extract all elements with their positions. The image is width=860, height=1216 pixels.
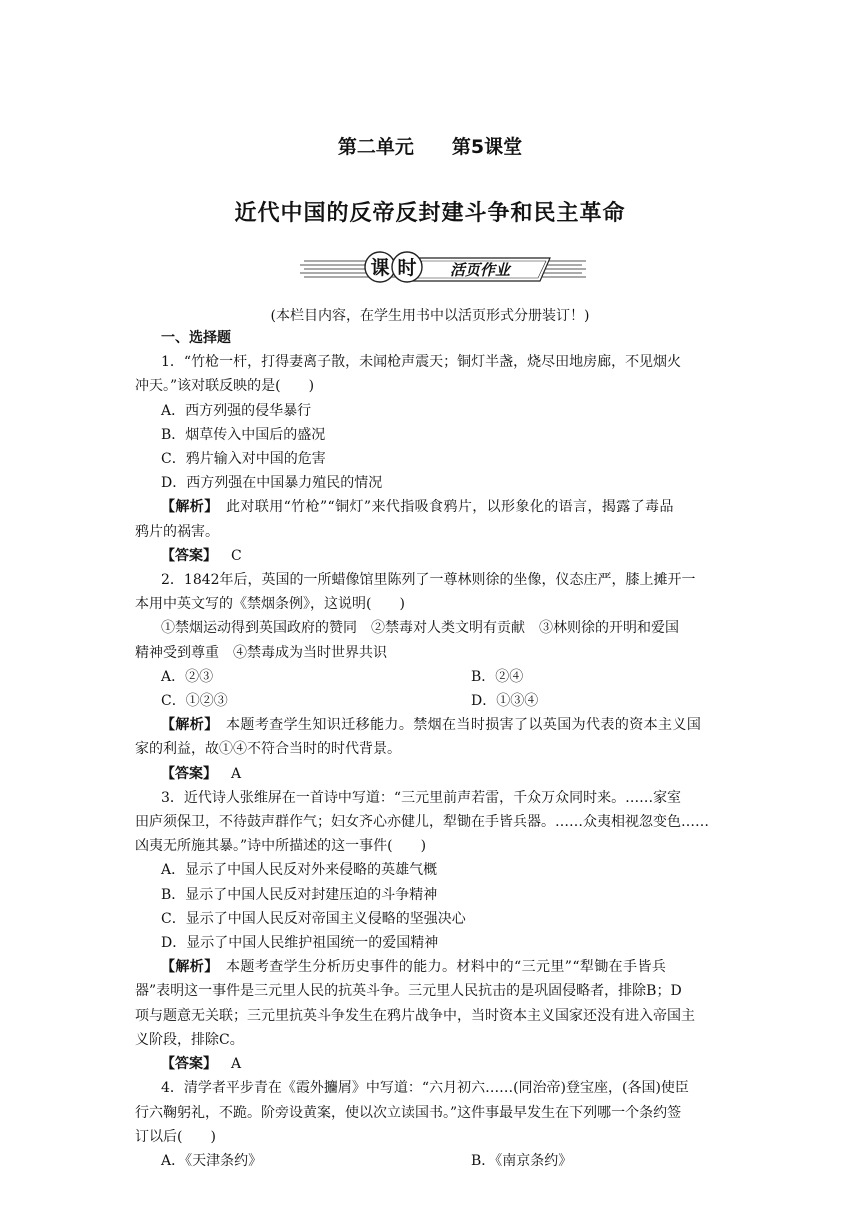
q2-analysis-line2: 家的利益，故①④不符合当时的时代背景。 <box>135 741 401 758</box>
binding-note: (本栏目内容，在学生用书中以活页形式分册装订！) <box>270 308 590 324</box>
q1-option-d: D．西方列强在中国暴力殖民的情况 <box>161 475 383 492</box>
q3-option-d: D．显示了中国人民维护祖国统一的爱国精神 <box>161 935 439 952</box>
q3-analysis-line3: 项与题意无关联；三元里抗英斗争发生在鸦片战争中，当时资本主义国家还没有进入帝国主 <box>135 1007 695 1024</box>
q1-answer-value: C <box>231 547 242 564</box>
q3-option-c: C．显示了中国人民反对帝国主义侵略的坚强决心 <box>161 910 466 927</box>
q2-options-row2 <box>135 689 735 713</box>
q3-answer-value: A <box>231 1056 242 1073</box>
q2-analysis-tag: 【解析】 <box>161 717 212 734</box>
q2-option-d: D．①③④ <box>471 693 539 710</box>
q1-option-b: B．烟草传入中国后的盛况 <box>161 426 326 443</box>
q2-stem-line2: 本用中英文写的《禁烟条例》，这说明( ) <box>135 596 405 613</box>
q1-option-c: C．鸦片输入对中国的危害 <box>161 451 326 468</box>
q1-stem-line1: 1．“竹枪一杆，打得妻离子散，未闻枪声震天；铜灯半盏，烧尽田地房廊，不见烟火 <box>161 354 682 371</box>
q2-option-a: A．②③ <box>161 668 214 685</box>
q4-option-b: B．《南京条约》 <box>471 1152 573 1169</box>
q2-options-row1 <box>135 665 735 689</box>
q2-answer-value: A <box>231 765 242 782</box>
q1-option-a: A．西方列强的侵华暴行 <box>161 402 312 419</box>
banner-char-2: 时 <box>397 257 417 279</box>
q1-analysis-line2: 鸦片的祸害。 <box>135 523 219 540</box>
lesson-label: 第5课堂 <box>451 136 523 158</box>
q3-answer-tag: 【答案】 <box>161 1056 217 1073</box>
q3-stem-line2: 田庐须保卫，不待鼓声群作气；妇女齐心亦健儿，犁锄在手皆兵器。……众夷相视忽变色…… <box>135 814 709 831</box>
section-heading: 一、选择题 <box>161 330 231 346</box>
q3-stem-line3: 凶夷无所施其暴。”诗中所描述的这一事件( ) <box>135 838 427 855</box>
q2-answer <box>135 762 735 786</box>
q4-stem-line2: 行六鞠躬礼，不跪。阶旁设黄案，使以次立读国书。”这件事最早发生在下列哪一个条约签 <box>135 1104 682 1121</box>
q3-analysis-line2: 器”表明这一事件是三元里人民的抗英斗争。三元里人民抗击的是巩固侵略者，排除B；D <box>135 983 682 1000</box>
unit-label: 第二单元 <box>337 136 414 158</box>
q2-items-line2: 精神受到尊重 ④禁毒成为当时世界共识 <box>135 644 387 661</box>
lesson-title: 近代中国的反帝反封建斗争和民主革命 <box>234 201 626 226</box>
q3-analysis-line4: 义阶段，排除C。 <box>135 1031 244 1048</box>
q3-answer <box>135 1052 735 1076</box>
q3-analysis-line1 <box>135 955 735 979</box>
q3-option-a: A．显示了中国人民反对外来侵略的英雄气概 <box>161 862 438 879</box>
q2-answer-tag: 【答案】 <box>161 765 217 782</box>
q4-option-a: A．《天津条约》 <box>161 1152 263 1169</box>
q1-analysis-line1 <box>135 495 735 519</box>
q1-answer <box>135 544 735 568</box>
banner-text: 活页作业 <box>449 261 511 279</box>
q1-answer-tag: 【答案】 <box>161 547 217 564</box>
q4-stem-line3: 订以后( ) <box>135 1128 216 1145</box>
unit-lesson-heading <box>0 132 860 159</box>
q3-analysis-text: 本题考查学生分析历史事件的能力。材料中的“三元里”“犁锄在手皆兵 <box>226 959 667 976</box>
q4-stem-line1: 4．清学者平步青在《霞外攟屑》中写道：“六月初六……(同治帝)登宝座，(各国)使臣 <box>161 1080 689 1097</box>
q4-options-row1 <box>135 1149 735 1173</box>
q3-option-b: B．显示了中国人民反对封建压迫的斗争精神 <box>161 886 438 903</box>
q3-analysis-tag: 【解析】 <box>161 959 212 976</box>
q3-stem-line1: 3．近代诗人张维屏在一首诗中写道：“三元里前声若雷，千众万众同时来。……家室 <box>161 789 682 806</box>
banner-char-1: 课 <box>370 257 390 279</box>
q1-analysis-text: 此对联用“竹枪”“铜灯”来代指吸食鸦片，以形象化的语言，揭露了毒品 <box>226 499 674 516</box>
homework-banner <box>300 251 590 287</box>
q1-analysis-tag: 【解析】 <box>161 499 212 516</box>
q2-stem-line1: 2．1842年后，英国的一所蜡像馆里陈列了一尊林则徐的坐像，仪态庄严，膝上摊开一 <box>161 572 696 589</box>
q2-analysis-text: 本题考查学生知识迁移能力。禁烟在当时损害了以英国为代表的资本主义国 <box>226 717 702 734</box>
question-body <box>135 326 735 1173</box>
q2-option-c: C．①②③ <box>161 693 228 710</box>
q2-option-b: B．②④ <box>471 668 524 685</box>
q1-stem-line2: 冲天。”该对联反映的是( ) <box>135 378 315 395</box>
q2-analysis-line1 <box>135 713 735 737</box>
q2-items-line1: ①禁烟运动得到英国政府的赞同 ②禁毒对人类文明有贡献 ③林则徐的开明和爱国 <box>161 620 679 637</box>
